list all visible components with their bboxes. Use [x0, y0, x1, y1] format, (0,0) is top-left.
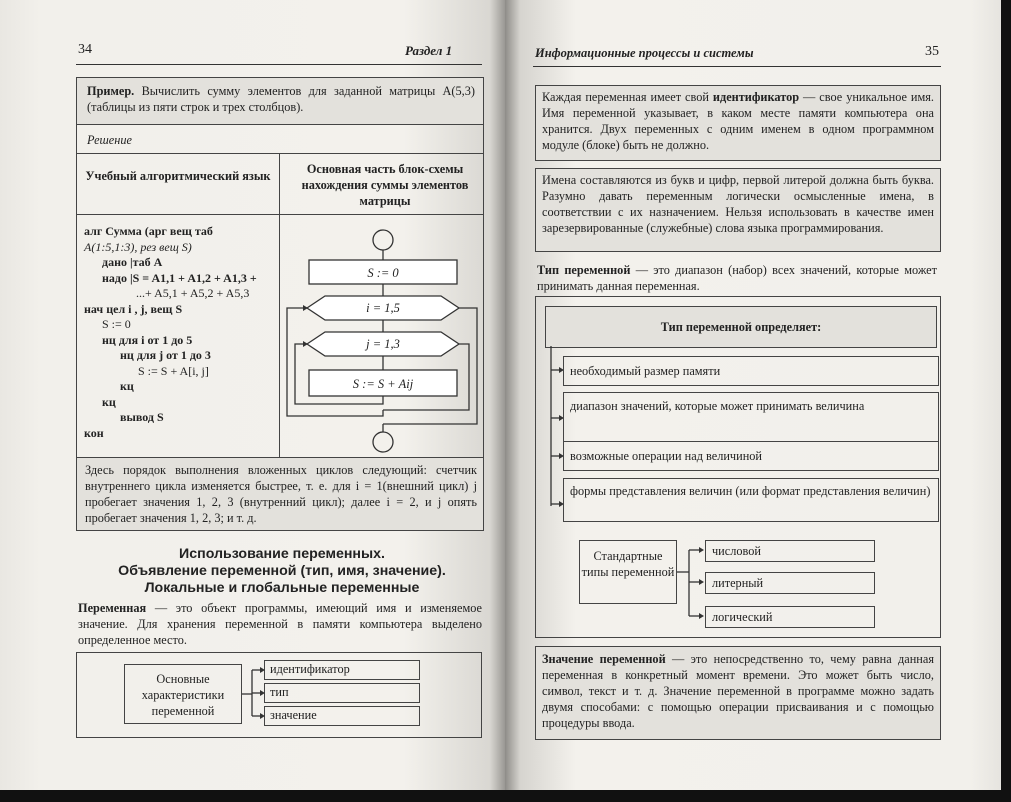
code-line: S := S + A[i, j] [138, 363, 209, 378]
code-line: дано |таб A [102, 255, 163, 269]
std-types-connectors [677, 540, 707, 630]
note-box [76, 457, 484, 531]
code-line: кон [84, 425, 104, 440]
std-types-main-box: Стандартные типы переменной [579, 540, 677, 604]
variable-definition [78, 600, 482, 648]
example-title: Пример. [87, 84, 135, 98]
example-text [87, 83, 475, 115]
para1-term: идентификатор [712, 90, 800, 104]
para4-term: Значение переменной [542, 652, 666, 666]
flowchart-loop-j-label: j = 1,3 [366, 337, 400, 351]
flowchart-sum-label: S := S + Aij [352, 377, 414, 391]
para3-term: Тип переменной [537, 263, 631, 277]
example-box [76, 77, 484, 125]
variable-term: Переменная [78, 601, 147, 615]
naming-paragraph: Имена составляются из букв и цифр, первой литерой должна быть буква. Разумно давать переменным логически осмысленные имена, в соответствии с их назначением. Нельзя использовать в качестве имен зарезервированные (служебные) слова языка программирования. [535, 168, 941, 252]
characteristics-main-label: Основные характеристики переменной [141, 672, 225, 718]
std-type-item: литерный [705, 572, 875, 594]
code-line: нач цел i , j, вещ S [84, 301, 183, 316]
characteristic-item: тип [264, 683, 420, 703]
left-page-number: 34 [78, 42, 92, 57]
section-title [80, 546, 484, 597]
std-type-item: числовой [705, 540, 875, 562]
flowchart-init-label: S := 0 [367, 266, 399, 280]
code-line: нц для j от 1 до 3 [120, 348, 211, 362]
flowchart [279, 214, 484, 458]
variable-text: — это объект программы, имеющий имя и изменяемое значение. Для хранения переменной в памяти компьютера выделено определенное место. [78, 601, 482, 647]
characteristics-connectors [242, 660, 266, 730]
para1-post: — свое уникальное имя. Имя переменной указывает, в каком месте памяти компьютера она хранится. Двух переменных с одним именем в одном программном модуле (блоке) быть не должно. [542, 90, 934, 152]
code-line: ...+ A5,1 + A5,2 + A5,3 [136, 286, 250, 300]
section-title-line: Использование переменных. [179, 546, 385, 562]
type-defines-item: необходимый размер памяти [563, 356, 939, 386]
left-page [0, 0, 505, 802]
solution-label: Решение [87, 133, 132, 147]
type-defines-connectors [543, 346, 565, 516]
solution-box [76, 124, 484, 154]
section-title-line: Объявление переменной (тип, имя, значение). [118, 563, 446, 579]
value-paragraph [535, 646, 941, 740]
std-type-item: логический [705, 606, 875, 628]
para4-post: — это непосредственно то, чему равна данная переменная в конкретный момент времени. Это может быть число, символ, текст и т. д. Значение переменной в программе можно задать двумя способами: с помощью операции присваивания и с помощью процедуры ввода. [542, 652, 934, 730]
code-line: S := 0 [102, 317, 131, 331]
right-page-number: 35 [925, 44, 939, 59]
note-text: Здесь порядок выполнения вложенных циклов следующий: счетчик внутреннего цикла изменяется быстрее, т. е. для i = 1(внешний цикл) j пробегает значения 1, 2, 3 (внутренний цикл); далее i = 2, и j опять пробегает значения 1, 2, 3; и т. д. [85, 463, 477, 525]
type-defines-item: формы представления величин (или формат представления величин) [563, 478, 939, 522]
col1-header: Учебный алгоритмический язык [85, 169, 271, 183]
right-running-head: Информационные процессы и системы [535, 46, 754, 60]
characteristic-item: идентификатор [264, 660, 420, 680]
code-line: вывод S [120, 410, 164, 424]
type-defines-item: возможные операции над величиной [563, 441, 939, 471]
para1-pre: Каждая переменная имеет свой [542, 90, 713, 104]
left-running-head: Раздел 1 [405, 43, 453, 58]
right-page [505, 0, 1011, 802]
code-line: A(1:5,1:3), рез вещ S) [84, 239, 192, 254]
flowchart-start [373, 230, 393, 250]
type-paragraph [537, 262, 937, 294]
code-line: алг Сумма (арг вещ таб [84, 224, 213, 238]
characteristics-main-box [124, 664, 242, 724]
section-title-line: Локальные и глобальные переменные [144, 580, 420, 596]
code-line: кц [120, 379, 134, 393]
example-task: Вычислить сумму элементов для заданной матрицы A(5,3) (таблицы из пяти строк и трех столбцов). [87, 84, 475, 114]
code-line: нц для i от 1 до 5 [102, 332, 193, 347]
flowchart-loop-i-label: i = 1,5 [366, 301, 400, 315]
flowchart-end [373, 432, 393, 452]
col2-header: Основная часть блок-схемы нахождения суммы элементов матрицы [301, 162, 469, 208]
code-line: надо |S = A1,1 + A1,2 + A1,3 + [102, 270, 257, 285]
para3-post: — это диапазон (набор) всех значений, которые может принимать данная переменная. [537, 263, 937, 293]
characteristic-item: значение [264, 706, 420, 726]
type-defines-item: диапазон значений, которые может принимать величина [563, 392, 939, 442]
algorithm-listing [84, 224, 279, 441]
identifier-paragraph [535, 85, 941, 161]
type-defines-title: Тип переменной определяет: [545, 306, 937, 348]
code-line: кц [102, 394, 116, 409]
